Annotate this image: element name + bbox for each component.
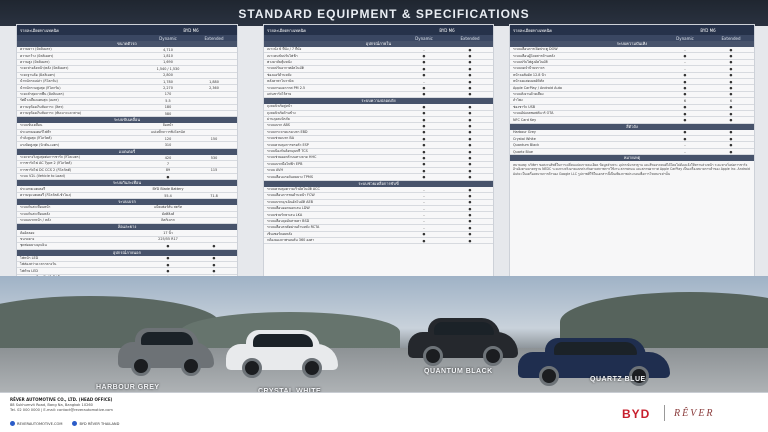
spec-value: 55.4 [164, 193, 172, 198]
spec-label: ม่านถุงลมนิรภัย [267, 117, 290, 122]
spec-label: ระบบเตือนจุดอับสายตา BSD [267, 218, 310, 223]
spec-header: รายละเอียดทางเทคนิค [267, 27, 306, 33]
spec-value: 71.8 [210, 193, 218, 198]
trim-name: Dynamic [159, 35, 177, 41]
spec-value: – [684, 143, 686, 148]
spec-label: ช่องแอร์ด้านหลัง [267, 72, 292, 77]
spec-label: กำลังสูงสุด (กิโลวัตต์) [20, 136, 52, 141]
spec-label: การชาร์จไฟ AC Type 2 (กิโลวัตต์) [20, 161, 72, 166]
spec-value: 120 [164, 136, 172, 141]
brand-header: BYD M6 [700, 27, 716, 33]
spec-value: 2,270 [163, 86, 173, 91]
spec-value: แม็คเฟอร์สัน สตรัท [154, 205, 182, 210]
spec-value: ● [683, 86, 687, 91]
spec-value: ● [468, 200, 472, 205]
spec-value: ● [422, 92, 426, 97]
spec-value: ● [422, 232, 426, 237]
spec-label: NFC Card Key [513, 117, 537, 122]
globe-icon [10, 421, 15, 426]
spec-label: ความยาว (มิลลิเมตร) [20, 47, 52, 52]
spec-label: ระบบป้องกันล้อหมุนฟรี TCS [267, 149, 308, 154]
footer-address-block [10, 397, 113, 413]
spec-value: ● [468, 73, 472, 78]
spec-value: ● [468, 104, 472, 109]
trim-name: Dynamic [676, 35, 694, 41]
spec-value: ● [729, 86, 733, 91]
section-heading: ระบบช่วยเหลือการขับขี่ [264, 181, 493, 187]
spec-value: ● [422, 66, 426, 71]
spec-value: ● [729, 136, 733, 141]
spec-label: แรงบิดสูงสุด (นิวตัน-เมตร) [20, 142, 60, 147]
spec-value: – [423, 213, 425, 218]
panel-header [510, 25, 754, 35]
spec-value: ● [422, 104, 426, 109]
spec-label: กล้องมองภาพรอบคัน 360 องศา [267, 238, 315, 243]
spec-value: ● [468, 175, 472, 180]
spec-label: แท่นชาร์จไร้สาย [267, 91, 292, 96]
spec-label: ช่องชาร์จ USB [513, 104, 536, 109]
spec-label: ความจุห้องเก็บสัมภาระ (ลิตร) [20, 104, 64, 109]
spec-value: ● [468, 136, 472, 141]
spec-value: ● [166, 262, 170, 267]
trim-name: Dynamic [415, 35, 433, 41]
spec-label: ล้ออัลลอย [20, 230, 35, 235]
company-address: 88 Sukhumvit Road, Bang Na, Bangkok 10260 [10, 403, 93, 407]
spec-value: 180 [164, 105, 172, 110]
spec-value: ● [468, 130, 472, 135]
spec-label: ระบบเบรก ABS [267, 123, 290, 128]
spec-value: ● [212, 256, 216, 261]
spec-value: มัลติลิงค์ [161, 211, 175, 216]
spec-value: 420 [164, 155, 172, 160]
spec-label: Quantum Black [513, 143, 540, 148]
spec-value: 1,540 / 1,530 [156, 66, 180, 71]
trim-name: Extended [721, 35, 741, 41]
car-label-quartz-blue: QUARTZ BLUE [590, 376, 646, 383]
spec-label: รัศมีวงเลี้ยงแคบสุด (เมตร) [20, 98, 59, 103]
spec-value: 170 [164, 92, 172, 97]
spec-value: ● [422, 175, 426, 180]
brand-header: BYD M6 [183, 27, 199, 33]
spec-value: ● [422, 117, 426, 122]
spec-label: ไฟส่องสว่างเวลากลางวัน [20, 262, 57, 267]
spec-value: ● [468, 117, 472, 122]
spec-value: ● [683, 73, 687, 78]
spec-label: ประเภทแบตเตอรี่ [20, 186, 46, 191]
spec-value: 5.5 [165, 98, 171, 103]
facebook-link[interactable]: BYD RÊVER THAILAND [72, 421, 119, 426]
section-heading: สีตัวถัง [510, 124, 754, 130]
spec-label: ระบบช่วยรักษาเลน LKA [267, 212, 303, 217]
spec-label: ชุดซ่อมยางฉุกเฉิน [20, 243, 47, 248]
spec-label: ระยะห่างล้อหน้า/หลัง (มิลลิเมตร) [20, 66, 69, 71]
spec-label: ระบบเตือนการชนด้านหน้า FCW [267, 193, 315, 198]
spec-value: ● [729, 54, 733, 59]
spec-label: ระบบปรับไฟสูงอัตโนมัติ [513, 59, 548, 64]
spec-value: 89 [165, 168, 171, 173]
spec-value: ● [729, 79, 733, 84]
spec-value: ● [468, 111, 472, 116]
spec-value: ● [468, 79, 472, 84]
spec-value: 2,360 [209, 86, 219, 91]
spec-value: – [423, 47, 425, 52]
spec-value: ● [422, 86, 426, 91]
spec-value: ● [468, 60, 472, 65]
spec-value: ● [422, 111, 426, 116]
spec-value: – [423, 193, 425, 198]
spec-value: ● [468, 213, 472, 218]
footer-social [10, 421, 119, 426]
spec-value: ● [468, 143, 472, 148]
trim-name: Extended [460, 35, 480, 41]
spec-label: ความกว้าง (มิลลิเมตร) [20, 53, 54, 58]
spec-value: ● [729, 117, 733, 122]
car-lineup-scene [0, 276, 768, 392]
spec-value: BYD Blade Battery [152, 187, 184, 192]
section-heading: อุปกรณ์ภายนอก [17, 250, 237, 256]
spec-value: 4,710 [163, 47, 173, 52]
spec-value: 150 [210, 136, 218, 141]
logo-divider [664, 405, 665, 421]
spec-value: 1,690 [163, 60, 173, 65]
spec-value: ● [729, 66, 733, 71]
panel-header [17, 25, 237, 35]
spec-value: ● [468, 187, 472, 192]
spec-value: ● [468, 47, 472, 52]
spec-value: ● [422, 123, 426, 128]
spec-value: ● [468, 149, 472, 154]
spec-value: ● [468, 155, 472, 160]
section-heading: ขนาดตัวรถ [17, 41, 237, 47]
spec-value: ● [166, 174, 170, 179]
spec-label: หน้าจอสัมผัส 12.8 นิ้ว [513, 72, 546, 77]
spec-label: ขนาดยาง [20, 236, 35, 241]
spec-label: ระบบช่วยออกตัวบนทางลาด HHC [267, 155, 317, 160]
spec-label: ระบบควบคุมการทรงตัว ESP [267, 142, 309, 147]
spec-value: – [423, 200, 425, 205]
spec-label: ระบบเบรกฉุกเฉินอัตโนมัติ AEB [267, 199, 313, 204]
spec-value: ● [166, 243, 170, 248]
spec-value: ● [468, 92, 472, 97]
spec-value: ● [683, 54, 687, 59]
spec-value: ● [422, 54, 426, 59]
spec-label: ระบบขับเคลื่อน [20, 123, 43, 128]
spec-value: ● [422, 60, 426, 65]
spec-value: ● [729, 143, 733, 148]
spec-label: ระบบเบรกหน้า / หลัง [20, 218, 51, 223]
spec-label: เบาะนั่ง 6 ที่นั่ง / 7 ที่นั่ง [267, 47, 302, 52]
spec-value: 310 [164, 143, 172, 148]
spec-value: ● [729, 92, 733, 97]
spec-value: ● [683, 105, 687, 110]
spec-value: – [684, 47, 686, 52]
spec-value: ● [468, 193, 472, 198]
spec-value: ● [468, 238, 472, 243]
spec-value: ● [468, 232, 472, 237]
spec-label: ระบบเบรกมือไฟฟ้า EPB [267, 161, 303, 166]
spec-label: ระบบ V2L (Vehicle to Load) [20, 174, 65, 179]
spec-label: Apple CarPlay / Android Auto [513, 86, 562, 91]
spec-value: ● [729, 130, 733, 135]
spec-value: – [423, 79, 425, 84]
trim-name: Extended [204, 35, 224, 41]
spec-label: ระยะต่ำสุดจากพื้น (มิลลิเมตร) [20, 91, 64, 96]
spec-label: น้ำหนักรถเปล่า (กิโลกรัม) [20, 79, 58, 84]
spec-label: ระบบเตือนรถตัดผ่านด้านหลัง RCTA [267, 225, 320, 230]
page-title: STANDARD EQUIPMENT & SPECIFICATIONS [238, 7, 530, 21]
spec-label: ระบบเตือนผู้โดยสารด้านหลัง [513, 53, 555, 58]
spec-label: เบาะคนขับปรับไฟฟ้า [267, 53, 298, 58]
spec-label: ระยะฐานล้อ (มิลลิเมตร) [20, 72, 56, 77]
panel-header [264, 25, 493, 35]
spec-value: 1,810 [163, 54, 173, 59]
spec-label: ไฟหน้า LED [20, 255, 39, 260]
spec-value: 1,780 [163, 79, 173, 84]
spec-value: – [423, 206, 425, 211]
spec-value: 7 [166, 161, 170, 166]
spec-label: ระบบกรองอากาศ PM 2.5 [267, 85, 306, 90]
spec-value: ● [468, 225, 472, 230]
spec-value: ● [729, 60, 733, 65]
spec-value: ● [683, 117, 687, 122]
company-contact: Tel. 02 000 0000 | E-mail: contact@reverautomotive.com [10, 408, 113, 412]
spec-value: ● [212, 269, 216, 274]
spec-value: ● [422, 155, 426, 160]
spec-value: ● [468, 162, 472, 167]
spec-value: ● [729, 47, 733, 52]
spec-value: ● [422, 143, 426, 148]
spec-label: ระบบ AVH [267, 168, 283, 173]
spec-label: ความสูง (มิลลิเมตร) [20, 59, 50, 64]
spec-label: ความจุห้องเก็บสัมภาระ (พับเบาะแถวสาม) [20, 111, 82, 116]
spec-value: ● [422, 149, 426, 154]
spec-label: ระบบปรับอากาศอัตโนมัติ [267, 66, 304, 71]
spec-label: ถุงลมนิรภัยคู่หน้า [267, 104, 293, 109]
footnote: หมายเหตุ: บริษัทฯ ขอสงวนสิทธิ์ในการเปลี่ยนแปลงรายละเอียด ข้อมูลจำเพาะ อุปกรณ์มาตรฐาน และสีของรถยนต์ได้โดยไม่ต้องแจ้งให้ทราบล่วงหน้า ระยะทางวิ่งต่อการชาร์จอ้างอิงตามมาตรฐาน NEDC ระยะทางจริงอาจแตกต่างกันตามสภาพการใช้งาน สภาพถนน และสภาพอากาศ Apple CarPlay เป็นเครื่องหมายการค้าของ Apple Inc. Android Auto เป็นเครื่องหมายการค้าของ Google LLC รูปภาพที่ใช้ในเอกสารนี้เป็นเพียงภาพประกอบเพื่อการโฆษณาเท่านั้น [513, 163, 750, 176]
spec-header: รายละเอียดทางเทคนิค [513, 27, 552, 33]
car-label-quantum-black: QUANTUM BLACK [424, 368, 493, 375]
spec-value: ● [468, 123, 472, 128]
spec-label: ระบบอัปเดตซอฟต์แวร์ OTA [513, 111, 554, 116]
spec-value: ● [422, 73, 426, 78]
spec-label: ระบบช่วยเบรก BA [267, 136, 295, 141]
spec-label: ระบบกันสะเทือนหลัง [20, 211, 50, 216]
spec-value: – [423, 187, 425, 192]
spec-value: ล้อหน้า [162, 123, 174, 128]
spec-value: 1,880 [209, 79, 219, 84]
section-heading: ระบบเบรก [17, 199, 237, 205]
spec-value: ● [212, 243, 216, 248]
section-heading: ระบบกันสะเทือน [17, 180, 237, 186]
spec-label: ระบบเตือนออกนอกเลน LDW [267, 206, 310, 211]
spec-label: ประเภทมอเตอร์ไฟฟ้า [20, 129, 52, 134]
spec-label: ระบบกระจายแรงเบรก EBD [267, 129, 308, 134]
car-quantum-black [408, 304, 518, 368]
car-label-harbour-grey: HARBOUR GREY [96, 384, 160, 391]
spec-row [264, 238, 493, 244]
spec-value: – [423, 225, 425, 230]
spec-header: รายละเอียดทางเทคนิค [20, 27, 59, 33]
spec-label: ระบบเตือนแรงดันลมยาง TPMS [267, 174, 313, 179]
spec-value: ● [422, 136, 426, 141]
spec-value: – [684, 149, 686, 154]
spec-label: หน้าจอแสดงผลดิจิทัล [513, 79, 545, 84]
spec-value: ● [468, 54, 472, 59]
facebook-icon [72, 421, 77, 426]
rever-logo: RÊVER [674, 408, 715, 419]
spec-value: ● [729, 105, 733, 110]
spec-value: 530 [210, 155, 218, 160]
spec-value: – [423, 219, 425, 224]
spec-value: ● [683, 136, 687, 141]
spec-value: แม่เหล็กถาวรซิงโครนัส [151, 129, 185, 134]
spec-value: ● [683, 92, 687, 97]
spec-value: ● [683, 130, 687, 135]
spec-value: 17 นิ้ว [163, 230, 173, 235]
section-heading: อุปกรณ์ภายใน [264, 41, 493, 47]
section-heading: ระบบความปลอดภัย [264, 98, 493, 104]
spec-label: Harbour Grey [513, 130, 536, 135]
spec-value: 6 [729, 98, 733, 103]
spec-label: ระบบเตือนการเปิดประตู DOW [513, 47, 558, 52]
spec-value: ● [468, 168, 472, 173]
spec-value: ดิสก์เบรก [161, 218, 175, 223]
spec-value: ● [422, 238, 426, 243]
spec-value: ● [212, 262, 216, 267]
car-harbour-grey [118, 316, 214, 378]
spec-label: ถุงลมนิรภัยด้านข้าง [267, 110, 296, 115]
spec-value: 6 [683, 98, 687, 103]
spec-label: หลังคาพาโนรามิค [267, 79, 294, 84]
spec-value: 2,800 [163, 73, 173, 78]
section-heading: ล้อและยาง [17, 224, 237, 230]
spec-label: ระบบควบคุมความเร็วอัตโนมัติ ACC [267, 187, 320, 191]
spec-label: Quartz Blue [513, 149, 533, 154]
footer [0, 392, 768, 432]
byd-logo: BYD [622, 407, 651, 421]
car-crystal-white [226, 312, 338, 380]
spec-label: ระบบจดจำป้ายจราจร [513, 66, 545, 71]
spec-label: ลำโพง [513, 98, 523, 103]
website-link[interactable]: REVERAUTOMOTIVE.COM [10, 421, 62, 426]
spec-label: ความจุแบตเตอรี่ (กิโลวัตต์-ชั่วโมง) [20, 193, 72, 197]
brand-header: BYD M6 [439, 27, 455, 33]
spec-label: น้ำหนักรวมสูงสุด (กิโลกรัม) [20, 85, 61, 90]
spec-label: การชาร์จไฟ DC CCS 2 (กิโลวัตต์) [20, 167, 72, 172]
spec-label: เซ็นเซอร์ถอยหลัง [267, 231, 293, 236]
spec-value: ● [468, 206, 472, 211]
spec-label: Crystal White [513, 136, 536, 141]
spec-value: ● [468, 66, 472, 71]
spec-value: ● [422, 130, 426, 135]
spec-value: 115 [210, 168, 218, 173]
spec-value: ● [729, 111, 733, 116]
spec-label: ระบบสั่งงานด้วยเสียง [513, 91, 544, 96]
section-heading: ระบบความบันเทิง [510, 41, 754, 47]
company-name: RÊVER AUTOMOTIVE CO., LTD. (HEAD OFFICE) [10, 397, 113, 402]
section-heading: ระบบขับเคลื่อน [17, 117, 237, 123]
spec-value: – [684, 60, 686, 65]
spec-value: ● [468, 86, 472, 91]
spec-label: ระบบกันสะเทือนหน้า [20, 205, 51, 210]
spec-value: 225/55 R17 [158, 237, 178, 242]
spec-value: 580 [164, 111, 172, 116]
spec-label: ระยะทางวิ่งสูงสุดต่อการชาร์จ (กิโลเมตร) [20, 155, 80, 160]
spec-value: ● [683, 79, 687, 84]
section-heading: หมายเหตุ [510, 155, 754, 161]
spec-value: ● [422, 168, 426, 173]
spec-label: ไฟท้าย LED [20, 268, 38, 273]
spec-value: – [684, 66, 686, 71]
spec-label: พวงมาลัยหุ้มหนัง [267, 59, 292, 64]
spec-value: ● [422, 162, 426, 167]
spec-value: ● [729, 73, 733, 78]
spec-value: ● [683, 111, 687, 116]
spec-value: ● [468, 219, 472, 224]
spec-value: ● [166, 256, 170, 261]
section-heading: แบตเตอรี่ [17, 149, 237, 155]
spec-value: ● [166, 269, 170, 274]
spec-value: ● [729, 149, 733, 154]
